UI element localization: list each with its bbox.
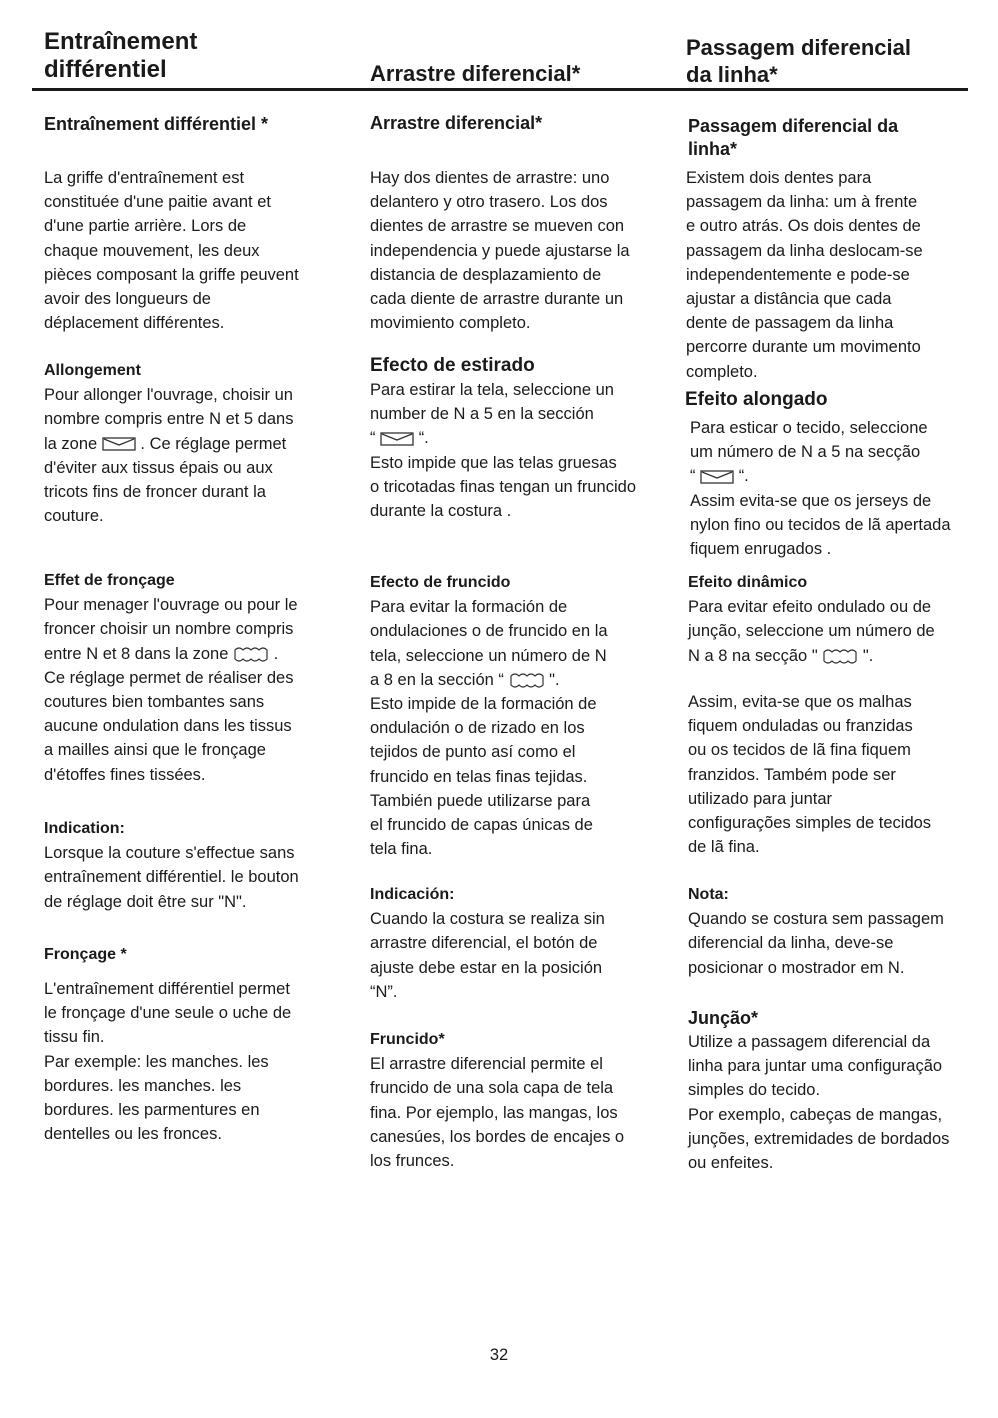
text-line: L'entraînement différentiel permet	[44, 980, 290, 998]
fr-intro	[44, 166, 299, 335]
text-line: Ce réglage permet de réaliser des	[44, 668, 294, 687]
text-line: ajustar a distância que cada	[686, 290, 892, 309]
text-line: fruncido en telas finas tejidas.	[370, 767, 588, 786]
pt-alongado	[690, 416, 951, 561]
text-line: movimiento completo.	[370, 314, 531, 333]
es-indicacion	[370, 883, 605, 1004]
text-line: déplacement différentes.	[44, 314, 225, 333]
text-line	[370, 668, 608, 692]
text-line: pièces composant la griffe peuvent	[44, 265, 299, 284]
text-line: tissu fin.	[44, 1028, 105, 1047]
text-line: bordures. les manches. les	[44, 1076, 242, 1095]
text-line	[44, 432, 293, 456]
pt-section-heading	[688, 115, 898, 161]
text-line: Esto impide de la formación de	[370, 695, 597, 714]
text-line: couture.	[44, 507, 104, 526]
text-line: constituée d'une paitie avant et	[44, 193, 271, 212]
text-line	[688, 644, 935, 668]
text-line: Para estirar la tela, seleccione un	[370, 381, 614, 399]
text-line: percorre durante um movimento	[686, 338, 921, 357]
text-line	[690, 464, 951, 488]
text-line: passagem da linha deslocam-se	[686, 241, 923, 260]
stretch-zone-icon	[380, 431, 414, 447]
text-line: ajuste debe estar en la posición	[370, 958, 603, 977]
text-line: canesúes, los bordes de encajes o	[370, 1127, 625, 1146]
text-line: linha*	[688, 139, 738, 159]
text-line: dientes de arrastre se mueven con	[370, 217, 625, 236]
text-line: los frunces.	[370, 1152, 455, 1171]
text-line	[370, 426, 636, 450]
text-line: entraînement différentiel. le bouton	[44, 868, 299, 887]
es-fruncido-title: Efecto de fruncido	[370, 574, 511, 591]
text-line: fiquem enrugados .	[690, 540, 832, 559]
text-line: utilizado para juntar	[688, 789, 833, 808]
text-line: Utilize a passagem diferencial da	[688, 1033, 931, 1051]
pt-alongado-title: Efeito alongado	[685, 389, 828, 410]
fr-froncage-text	[44, 977, 291, 1146]
text-line: También puede utilizarse para	[370, 791, 591, 810]
header-fr-line-1: Entraînement	[44, 28, 198, 55]
es-fruncido	[370, 1028, 624, 1173]
text-line: Pour allonger l'ouvrage, choisir un	[44, 386, 293, 405]
text-span: “.	[738, 467, 749, 486]
header-rule	[32, 88, 968, 91]
text-line: independentemente e pode-se	[686, 265, 910, 284]
text-line: el fruncido de capas únicas de	[370, 816, 593, 835]
text-span: N a 8 na secção "	[688, 646, 818, 665]
pt-intro	[686, 166, 923, 384]
text-span: .	[273, 644, 279, 663]
text-span: . Ce réglage permet	[140, 434, 287, 453]
text-span: ".	[862, 646, 874, 665]
es-estirado-title: Efecto de estirado	[370, 355, 535, 376]
text-span: “.	[418, 429, 429, 448]
text-line: ondulaciones o de fruncido en la	[370, 622, 608, 641]
text-line: e outro atrás. Os dois dentes de	[686, 217, 921, 236]
text-line: Quando se costura sem passagem	[688, 910, 944, 929]
text-line: Assim, evita-se que os malhas	[688, 693, 912, 711]
text-line: passagem da linha: um à frente	[686, 193, 918, 212]
text-line: distancia de desplazamiento de	[370, 265, 602, 284]
text-line: chaque mouvement, les deux	[44, 241, 260, 260]
pt-nota	[688, 883, 944, 980]
fr-allongement-title: Allongement	[44, 362, 141, 379]
text-line: Para evitar la formación de	[370, 598, 568, 617]
text-line: o tricotadas finas tengan un fruncido	[370, 477, 637, 496]
es-fruncido-heading: Fruncido*	[370, 1031, 445, 1048]
text-line: de réglage doit être sur "N".	[44, 892, 247, 911]
text-line	[44, 642, 298, 666]
text-line: aucune ondulation dans les tissus	[44, 717, 292, 736]
text-line: Cuando la costura se realiza sin	[370, 910, 605, 929]
fr-indication-title: Indication:	[44, 820, 125, 837]
text-line: Hay dos dientes de arrastre: uno	[370, 169, 610, 187]
text-line: ondulación o de rizado en los	[370, 719, 585, 738]
fr-allongement	[44, 359, 293, 528]
es-estirado	[370, 354, 636, 523]
header-pt	[686, 34, 911, 88]
text-line: froncer choisir un nombre compris	[44, 620, 294, 639]
es-section-heading: Arrastre diferencial*	[370, 113, 543, 133]
text-line: number de N a 5 en la sección	[370, 405, 594, 424]
text-line: d'étoffes fines tissées.	[44, 765, 206, 784]
text-line: independencia y puede ajustarse la	[370, 241, 630, 260]
text-line: um número de N a 5 na secção	[690, 443, 921, 462]
text-line: tricots fins de froncer durant la	[44, 483, 266, 502]
text-line: fiquem onduladas ou franzidas	[688, 717, 913, 736]
header-es: Arrastre diferencial*	[370, 61, 581, 86]
text-line: fina. Por ejemplo, las mangas, los	[370, 1103, 618, 1122]
text-line: delantero y otro trasero. Los dos	[370, 193, 608, 212]
gather-zone-icon	[233, 646, 269, 662]
text-line: franzidos. Também pode ser	[688, 765, 896, 784]
text-line: ou enfeites.	[688, 1154, 774, 1173]
text-line: Passagem diferencial da	[688, 116, 899, 136]
text-line: simples do tecido.	[688, 1081, 821, 1100]
text-line: avoir des longueurs de	[44, 290, 211, 309]
fr-froncage-heading: Fronçage *	[44, 946, 127, 963]
text-line: fruncido de una sola capa de tela	[370, 1079, 614, 1098]
text-line: Por exemplo, cabeças de mangas,	[688, 1105, 943, 1124]
text-line: diferencial da linha, deve-se	[688, 934, 894, 953]
gather-zone-icon	[822, 648, 858, 664]
text-line: La griffe d'entraînement est	[44, 169, 245, 187]
text-line: Para esticar o tecido, seleccione	[690, 419, 928, 437]
pt-juncao	[688, 1006, 949, 1175]
text-line: El arrastre diferencial permite el	[370, 1055, 603, 1074]
gather-zone-icon	[509, 672, 545, 688]
text-line: junções, extremidades de bordados	[688, 1129, 950, 1148]
text-line: nylon fino ou tecidos de lã apertada	[690, 515, 951, 534]
text-line: bordures. les parmentures en	[44, 1101, 260, 1120]
stretch-zone-icon	[700, 469, 734, 485]
text-line: dente de passagem da linha	[686, 314, 894, 333]
text-line: Existem dois dentes para	[686, 169, 872, 187]
es-indicacion-title: Indicación:	[370, 886, 455, 903]
text-line: cada diente de arrastre durante un	[370, 290, 624, 309]
text-line: Pour menager l'ouvrage ou pour le	[44, 596, 298, 615]
text-line: Esto impide que las telas gruesas	[370, 453, 617, 472]
text-line: posicionar o mostrador em N.	[688, 958, 905, 977]
text-line: Lorsque la couture s'effectue sans	[44, 844, 295, 863]
text-span: la zone	[44, 434, 98, 453]
text-line: d'une partie arrière. Lors de	[44, 217, 247, 236]
text-line: de lã fina.	[688, 838, 760, 857]
text-line: tela fina.	[370, 840, 433, 859]
header-fr-line-2: différentiel	[44, 56, 167, 83]
text-line: nombre compris entre N et 5 dans	[44, 410, 294, 429]
text-line: dentelles ou les fronces.	[44, 1125, 222, 1144]
text-line: arrastre diferencial, el botón de	[370, 934, 598, 953]
es-fruncido-effect	[370, 571, 608, 861]
text-span: entre N et 8 dans la zone	[44, 644, 229, 663]
text-span: “	[370, 429, 376, 448]
pt-dinamico-title: Efeito dinâmico	[688, 574, 808, 591]
header-fr	[44, 28, 197, 84]
text-line: “N”.	[370, 982, 398, 1001]
fr-froncage-effect	[44, 569, 298, 787]
text-line: ou os tecidos de lã fina fiquem	[688, 741, 911, 760]
pt-juncao-title: Junção*	[688, 1008, 759, 1028]
text-line: d'éviter aux tissus épais ou aux	[44, 458, 273, 477]
pt-dinamico	[688, 571, 935, 668]
stretch-zone-icon	[102, 436, 136, 452]
text-line: a mailles ainsi que le fronçage	[44, 741, 266, 760]
text-line: Para evitar efeito ondulado ou de	[688, 598, 932, 617]
text-line: junção, seleccione um número de	[688, 622, 935, 641]
text-line: le fronçage d'une seule o uche de	[44, 1004, 292, 1023]
text-line: configurações simples de tecidos	[688, 814, 932, 833]
text-line: completo.	[686, 362, 758, 381]
page-number: 32	[489, 1346, 509, 1364]
text-line: linha para juntar uma configuração	[688, 1057, 943, 1076]
text-line: tela, seleccione un número de N	[370, 646, 607, 665]
es-intro	[370, 166, 630, 335]
text-line: Assim evita-se que os jerseys de	[690, 491, 932, 510]
header-pt-line-1: Passagem diferencial	[686, 35, 912, 60]
text-line: coutures bien tombantes sans	[44, 693, 265, 712]
text-span: a 8 en la sección “	[370, 670, 504, 689]
pt-nota-title: Nota:	[688, 886, 729, 903]
fr-froncage-title: Effet de fronçage	[44, 572, 175, 589]
pt-dinamico-detail	[688, 690, 931, 859]
text-line: Par exemple: les manches. les	[44, 1052, 269, 1071]
header-pt-line-2: da linha*	[686, 62, 778, 87]
text-line: tejidos de punto así como el	[370, 743, 576, 762]
fr-section-heading: Entraînement différentiel *	[44, 114, 269, 134]
fr-indication	[44, 817, 299, 914]
text-span: ".	[549, 670, 560, 689]
text-line: durante la costura .	[370, 502, 512, 521]
text-span: “	[690, 467, 696, 486]
